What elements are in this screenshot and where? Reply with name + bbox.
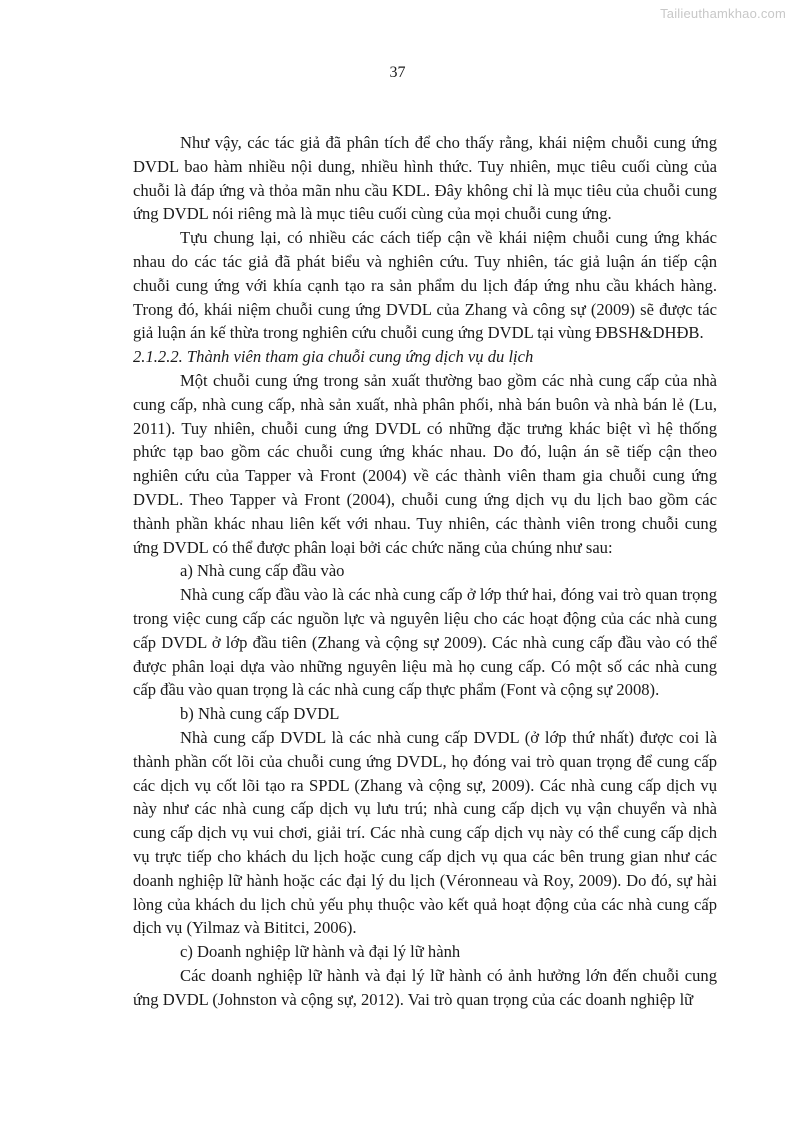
paragraph: Một chuỗi cung ứng trong sản xuất thường bao gồm các nhà cung cấp của nhà cung cấp, nhà cung cấp, nhà sản xuất, nhà phân phối, nhà bán buôn và nhà bán lẻ (Lu, 2011). Tuy nhiên, chuỗi cung ứng DVDL có những đặc trưng khác biệt vì hệ thống phức tạp bao gồm các chuỗi cung ứng khác nhau. Do đó, luận án sẽ tiếp cận theo nghiên cứu của Tapper và Front (2004) về các thành viên tham gia chuỗi cung ứng DVDL. Theo Tapper và Front (2004), chuỗi cung ứng dịch vụ du lịch bao gồm các thành phần khác nhau liên kết với nhau. Tuy nhiên, các thành viên trong chuỗi cung ứng DVDL có thể được phân loại bởi các chức năng của chúng như sau: (133, 370, 717, 557)
section-heading: 2.1.2.2. Thành viên tham gia chuỗi cung ứng dịch vụ du lịch (133, 347, 534, 367)
paragraph: Nhà cung cấp DVDL là các nhà cung cấp DVDL (ở lớp thứ nhất) được coi là thành phần cốt lõi của chuỗi cung ứng DVDL, họ đóng vai trò quan trọng để cung cấp các dịch vụ cốt lõi tạo ra SPDL (Zhang và cộng sự, 2009). Các nhà cung cấp dịch vụ này như các nhà cung cấp dịch vụ lưu trú; nhà cung cấp dịch vụ vận chuyển và nhà cung cấp dịch vụ vui chơi, giải trí. Các nhà cung cấp dịch vụ này có thể cung cấp dịch vụ trực tiếp cho khách du lịch hoặc cung cấp dịch vụ qua các bên trung gian như các doanh nghiệp lữ hành hoặc các đại lý du lịch (Véronneau và Roy, 2009). Do đó, sự hài lòng của khách du lịch chủ yếu phụ thuộc vào kết quả hoạt động của các nhà cung cấp dịch vụ (Yilmaz và Bititci, 2006). (133, 727, 717, 938)
paragraph: Các doanh nghiệp lữ hành và đại lý lữ hành có ảnh hưởng lớn đến chuỗi cung ứng DVDL (Johnston và cộng sự, 2012). Vai trò quan trọng của các doanh nghiệp lữ (133, 965, 717, 1009)
subheading: b) Nhà cung cấp DVDL (180, 704, 340, 724)
subheading: a) Nhà cung cấp đầu vào (180, 561, 345, 581)
page-number: 37 (389, 64, 406, 81)
subheading: c) Doanh nghiệp lữ hành và đại lý lữ hành (180, 942, 461, 962)
paragraph: Như vậy, các tác giả đã phân tích để cho thấy rằng, khái niệm chuỗi cung ứng DVDL bao hàm nhiều nội dung, nhiều hình thức. Tuy nhiên, mục tiêu cuối cùng của chuỗi là đáp ứng và thỏa mãn nhu cầu KDL. Đây không chỉ là mục tiêu của chuỗi cung ứng DVDL nói riêng mà là mục tiêu cuối cùng của mọi chuỗi cung ứng. (133, 133, 717, 224)
watermark: Tailieuthamkhao.com (660, 6, 786, 21)
paragraph: Tựu chung lại, có nhiều các cách tiếp cận về khái niệm chuỗi cung ứng khác nhau do các tác giả đã phát biểu và nghiên cứu. Tuy nhiên, tác giả luận án tiếp cận chuỗi cung ứng với khía cạnh tạo ra sản phẩm du lịch đáp ứng nhu cầu khách hàng. Trong đó, khái niệm chuỗi cung ứng DVDL của Zhang và công sự (2009) sẽ được tác giả luận án kế thừa trong nghiên cứu chuỗi cung ứng DVDL tại vùng ĐBSH&DHĐB. (133, 228, 717, 343)
paragraph: Nhà cung cấp đầu vào là các nhà cung cấp ở lớp thứ hai, đóng vai trò quan trọng trong việc cung cấp các nguồn lực và nguyên liệu cho các hoạt động của các nhà cung cấp DVDL ở lớp đầu tiên (Zhang và cộng sự 2009). Các nhà cung cấp đầu vào có thể được phân loại dựa vào những nguyên liệu mà họ cung cấp. Có một số các nhà cung cấp đầu vào quan trọng là các nhà cung cấp thực phẩm (Font và cộng sự 2008). (133, 585, 717, 700)
document-body (133, 131, 717, 1011)
